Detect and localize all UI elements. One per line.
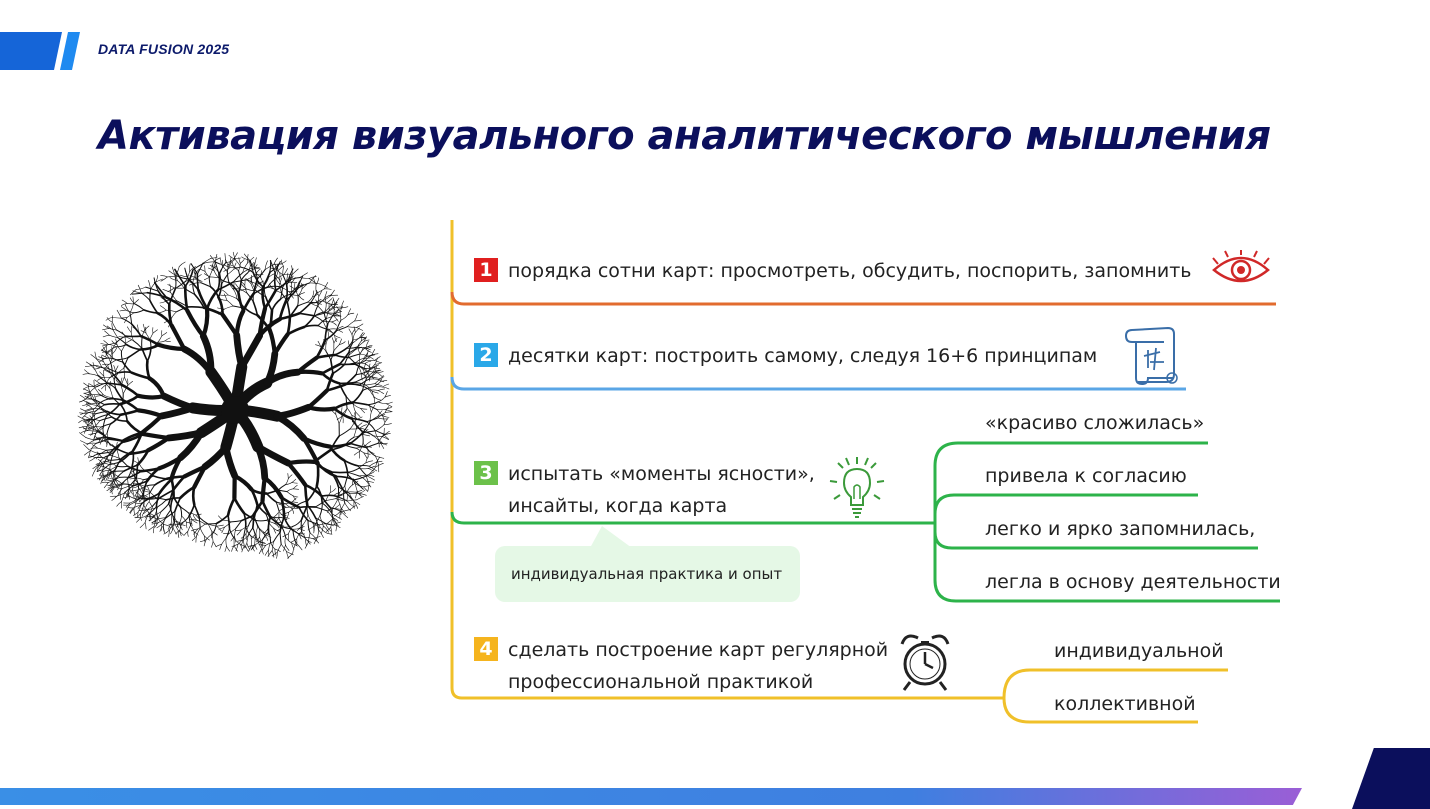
- note-callout: индивидуальная практика и опыт: [495, 546, 800, 602]
- footer-gradient-bar: [0, 788, 1302, 805]
- branch-3-text: испытать «моменты ясности», инсайты, когда карта: [508, 463, 815, 517]
- branch-1-line: [452, 292, 1276, 304]
- lightbulb-icon: [826, 455, 888, 521]
- alarm-clock-icon: [894, 628, 956, 694]
- note-callout-tail: [590, 526, 632, 548]
- branch-4-subitem-2: коллективной: [1054, 693, 1196, 715]
- brand-label: DATA FUSION 2025: [98, 41, 230, 57]
- branch-3-subitem-3: легко и ярко запомнилась,: [985, 518, 1256, 540]
- eye-icon: [1210, 250, 1272, 290]
- branch-2-line: [452, 377, 1186, 389]
- branch-1-number-badge: 1: [474, 258, 498, 282]
- branch-3-subitem-4: легла в основу деятельности: [985, 571, 1281, 593]
- branch-3-number-badge: 3: [474, 461, 498, 485]
- branch-2-number-badge: 2: [474, 343, 498, 367]
- branch-4-text: сделать построение карт регулярной профессиональной практикой: [508, 639, 889, 693]
- page-title: Активация визуального аналитического мышления: [98, 113, 1271, 159]
- branch-4-number-badge: 4: [474, 637, 498, 661]
- branch-3-subitem-1: «красиво сложилась»: [985, 412, 1205, 434]
- branch-1-text: порядка сотни карт: просмотреть, обсудить, поспорить, запомнить: [508, 260, 1192, 282]
- branch-4-subitem-1: индивидуальной: [1054, 640, 1224, 662]
- scroll-icon: [1118, 322, 1184, 388]
- branch-2-text: десятки карт: построить самому, следуя 16+6 принципам: [508, 345, 1098, 367]
- branch-3-subitem-2: привела к согласию: [985, 465, 1187, 487]
